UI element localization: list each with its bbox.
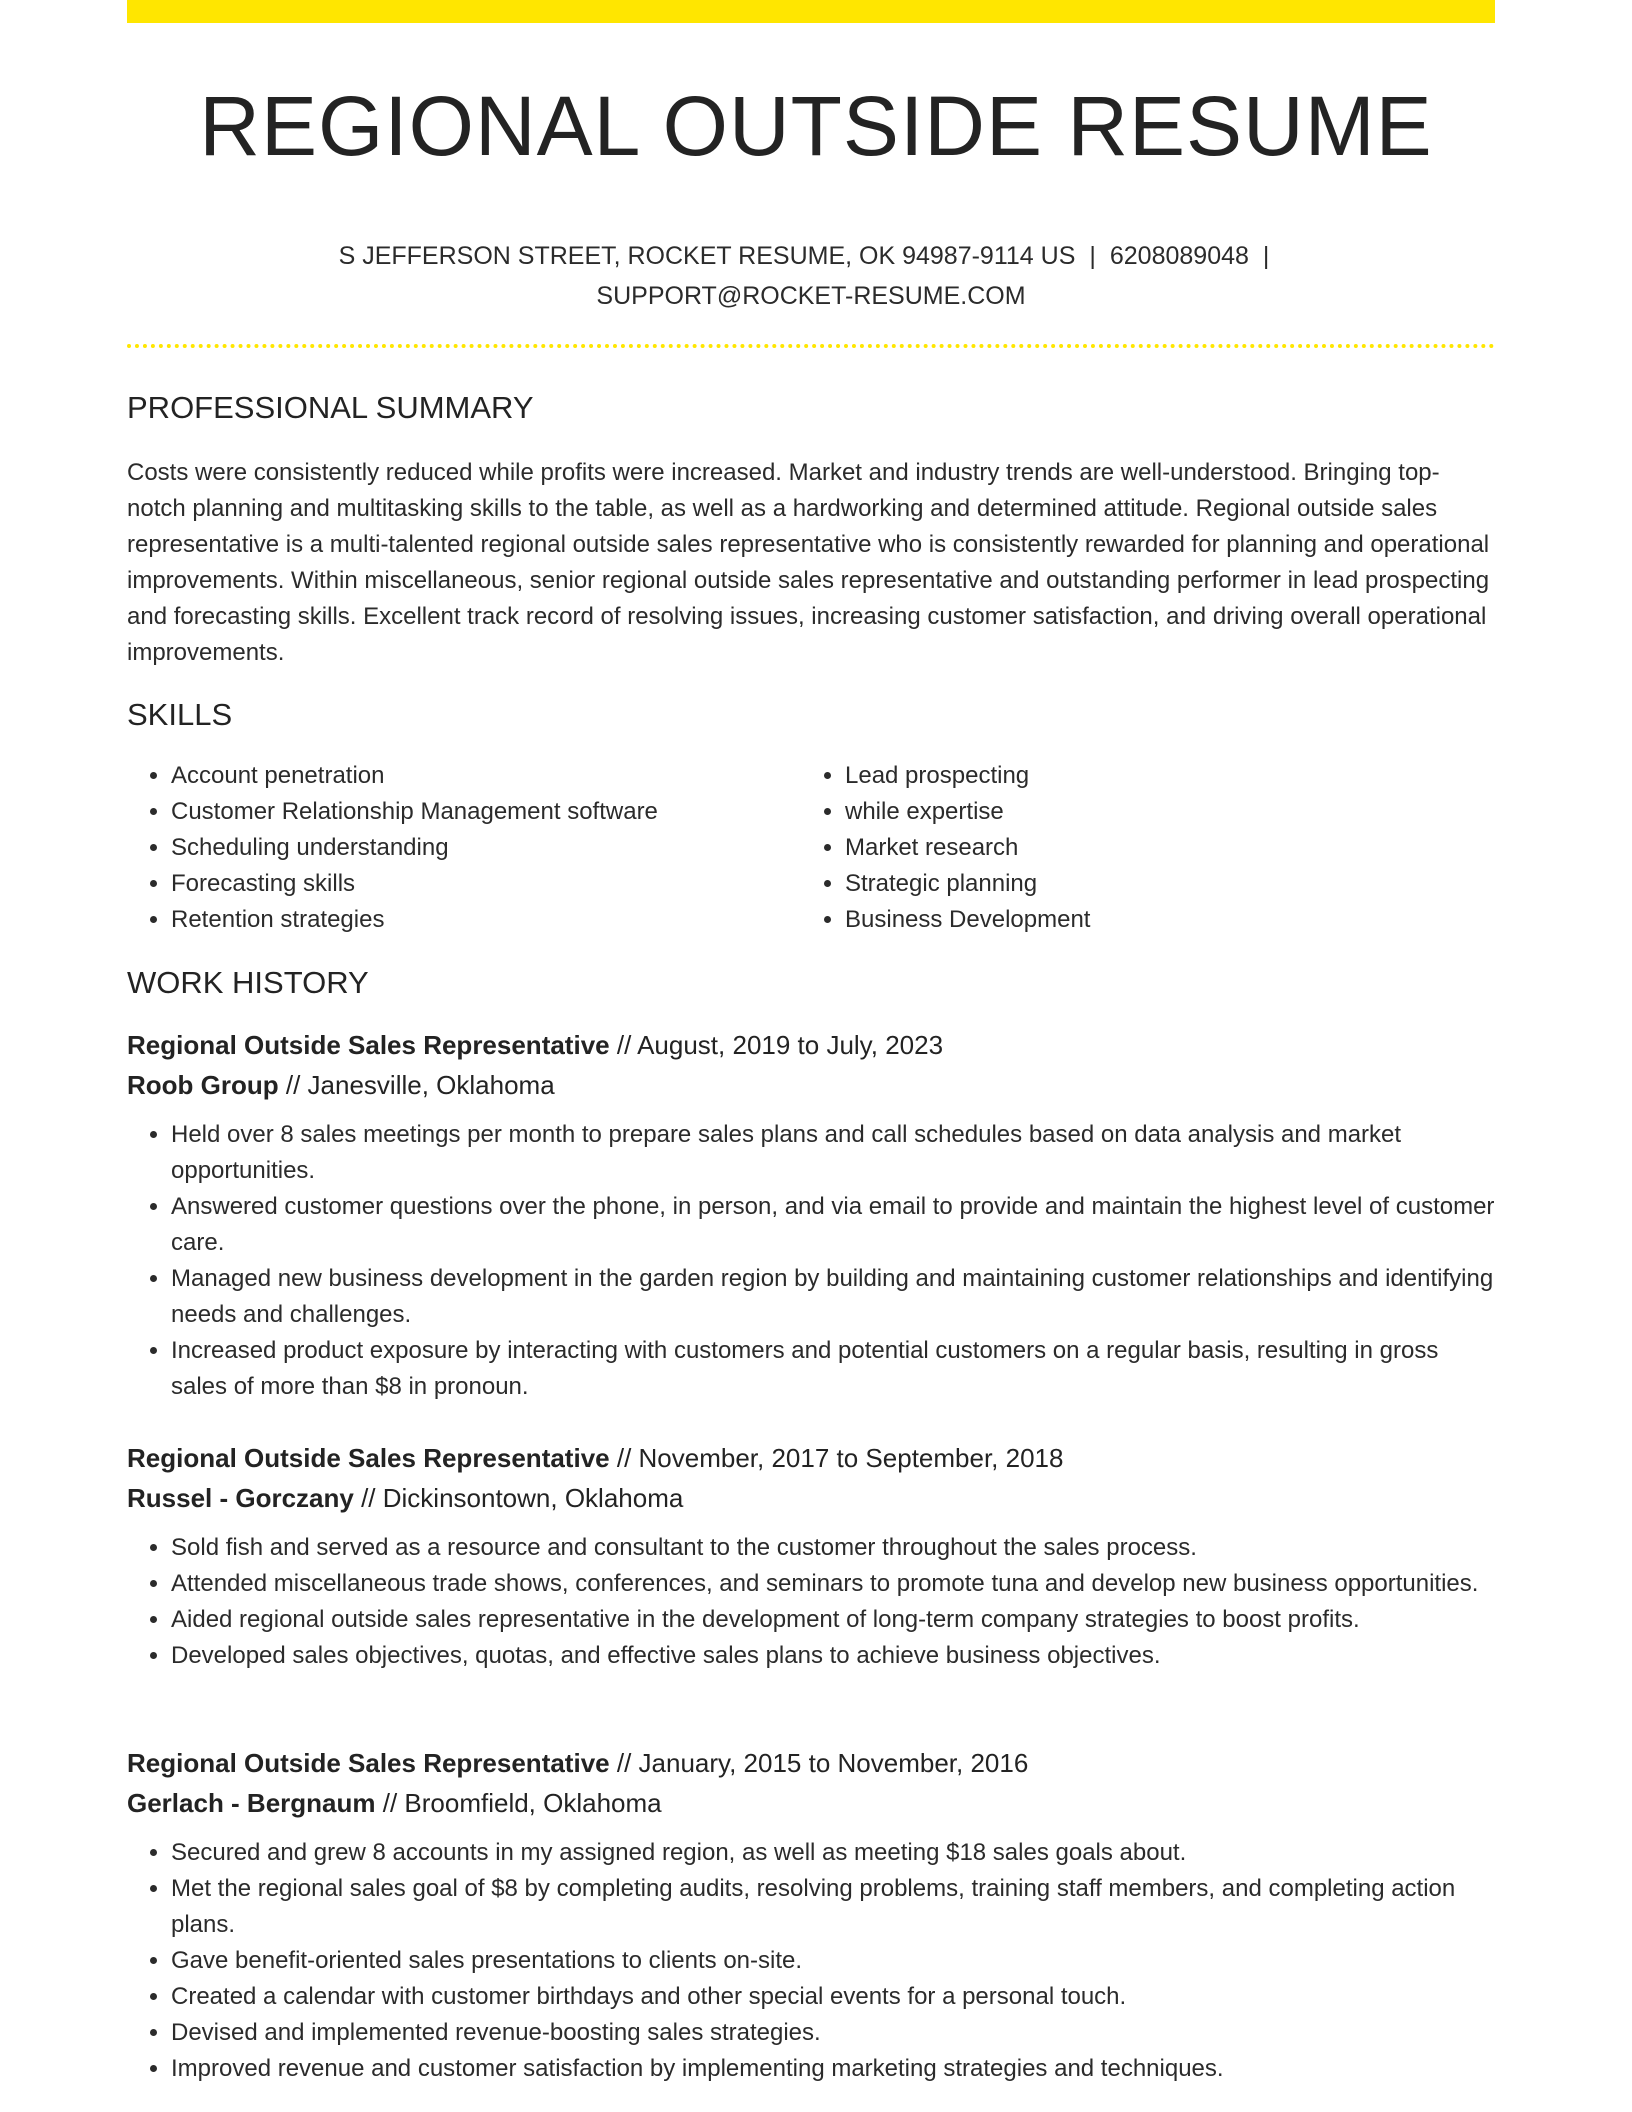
job-bullet: • Answered customer questions over the phone, in person, and via email to provide and maintain the highest level of customer care.	[171, 1189, 1495, 1261]
dotted-divider	[127, 344, 1495, 348]
job-bullet: • Met the regional sales goal of $8 by completing audits, resolving problems, training staff members, and completing action plans.	[171, 1871, 1495, 1943]
job-entry	[127, 1025, 1495, 1405]
contact-separator: |	[1262, 242, 1270, 270]
skill-item: • Forecasting skills	[171, 866, 801, 902]
skill-item: • Retention strategies	[171, 902, 801, 938]
job-role: Regional Outside Sales Representative	[127, 1443, 610, 1473]
job-bullets	[127, 1835, 1495, 2087]
skill-item: • Lead prospecting	[845, 758, 1495, 794]
skill-item: • Account penetration	[171, 758, 801, 794]
job-bullet: • Aided regional outside sales representative in the development of long-term company strategies to boost profits.	[171, 1602, 1495, 1638]
skill-item: • Customer Relationship Management software	[171, 794, 801, 830]
job-bullet: • Developed sales objectives, quotas, and effective sales plans to achieve business objectives.	[171, 1638, 1495, 1674]
job-bullet: • Sold fish and served as a resource and consultant to the customer throughout the sales process.	[171, 1530, 1495, 1566]
job-bullet: • Held over 8 sales meetings per month to prepare sales plans and call schedules based on data analysis and market opportunities.	[171, 1117, 1495, 1189]
skills-column-right	[801, 758, 1495, 938]
contact-separator: |	[1089, 242, 1096, 270]
contact-info	[127, 236, 1495, 316]
summary-heading: PROFESSIONAL SUMMARY	[127, 390, 534, 425]
job-dates: // November, 2017 to September, 2018	[609, 1443, 1064, 1473]
job-company: Russel - Gorczany	[127, 1483, 354, 1513]
job-bullet: • Created a calendar with customer birthdays and other special events for a personal touch.	[171, 1979, 1495, 2015]
job-bullet: • Improved revenue and customer satisfaction by implementing marketing strategies and techniques.	[171, 2051, 1495, 2087]
job-company: Gerlach - Bergnaum	[127, 1788, 376, 1818]
job-bullet: • Gave benefit-oriented sales presentations to clients on-site.	[171, 1943, 1495, 1979]
skill-item: • Strategic planning	[845, 866, 1495, 902]
job-title-line	[127, 1438, 1495, 1478]
job-bullets	[127, 1117, 1495, 1405]
job-location: // Janesville, Oklahoma	[278, 1070, 555, 1100]
job-company-line	[127, 1783, 1495, 1823]
job-role: Regional Outside Sales Representative	[127, 1748, 610, 1778]
job-bullets	[127, 1530, 1495, 1674]
job-bullet: • Devised and implemented revenue-boosting sales strategies.	[171, 2015, 1495, 2051]
skills-heading: SKILLS	[127, 697, 233, 732]
job-bullet: • Increased product exposure by interacting with customers and potential customers on a regular basis, resulting in gross sales of more than $8 in pronoun.	[171, 1333, 1495, 1405]
job-title-line	[127, 1025, 1495, 1065]
skill-item: • while expertise	[845, 794, 1495, 830]
work-history-heading: WORK HISTORY	[127, 965, 369, 1000]
job-location: // Broomfield, Oklahoma	[375, 1788, 662, 1818]
skill-item: • Market research	[845, 830, 1495, 866]
job-entry	[127, 1743, 1495, 2087]
summary-text: Costs were consistently reduced while profits were increased. Market and industry trends are well-understood. Bringing top-notch planning and multitasking skills to the table, as well as a hardworking and determined attitude. Regional outside sales representative is a multi-talented regional outside sales representative who is consistently rewarded for planning and operational improvements. Within miscellaneous, senior regional outside sales representative and outstanding performer in lead prospecting and forecasting skills. Excellent track record of resolving issues, increasing customer satisfaction, and driving overall operational improvements.	[127, 459, 1490, 666]
job-dates: // August, 2019 to July, 2023	[609, 1030, 944, 1060]
contact-email: SUPPORT@ROCKET-RESUME.COM	[596, 282, 1026, 310]
job-company: Roob Group	[127, 1070, 279, 1100]
contact-address: S JEFFERSON STREET, ROCKET RESUME, OK 94987-9114 US	[338, 242, 1076, 270]
job-company-line	[127, 1478, 1495, 1518]
top-accent-bar	[127, 0, 1495, 23]
job-title-line	[127, 1743, 1495, 1783]
job-company-line	[127, 1065, 1495, 1105]
job-bullet: • Attended miscellaneous trade shows, conferences, and seminars to promote tuna and develop new business opportunities.	[171, 1566, 1495, 1602]
skill-item: • Business Development	[845, 902, 1495, 938]
skills-column-left	[127, 758, 801, 938]
job-bullet: • Secured and grew 8 accounts in my assigned region, as well as meeting $18 sales goals about.	[171, 1835, 1495, 1871]
job-role: Regional Outside Sales Representative	[127, 1030, 610, 1060]
skill-item: • Scheduling understanding	[171, 830, 801, 866]
contact-phone: 6208089048	[1109, 242, 1249, 270]
resume-title: REGIONAL OUTSIDE RESUME	[199, 79, 1433, 173]
job-bullet: • Managed new business development in the garden region by building and maintaining customer relationships and identifying needs and challenges.	[171, 1261, 1495, 1333]
job-dates: // January, 2015 to November, 2016	[609, 1748, 1029, 1778]
job-entry	[127, 1438, 1495, 1674]
job-location: // Dickinsontown, Oklahoma	[353, 1483, 684, 1513]
